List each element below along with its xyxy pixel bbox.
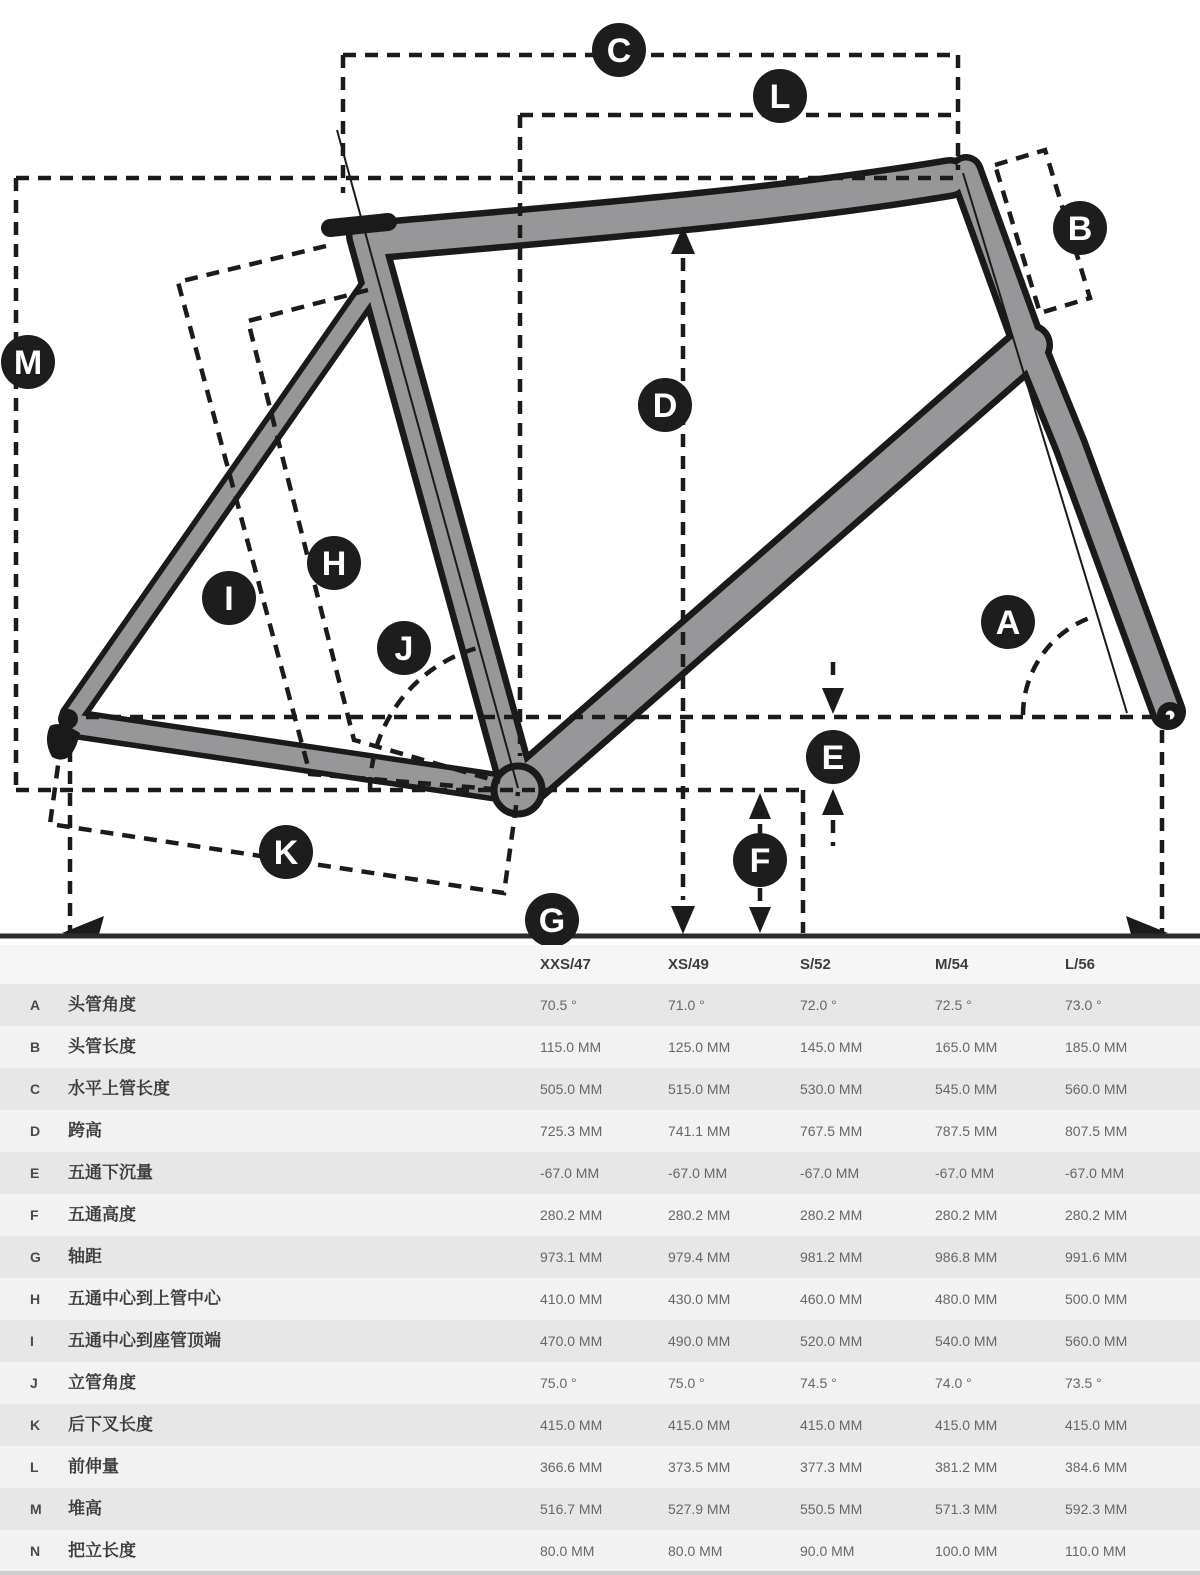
row-label: 前伸量 <box>68 1457 119 1476</box>
e-arrow-up-icon <box>822 789 844 815</box>
row-value: 72.0 ° <box>800 997 837 1013</box>
row-label: 水平上管长度 <box>68 1079 170 1098</box>
table-row-j <box>0 1362 1200 1404</box>
row-value: 74.5 ° <box>800 1375 837 1391</box>
marker-letter: J <box>394 630 414 668</box>
row-value: 981.2 MM <box>800 1249 863 1265</box>
row-value: 165.0 MM <box>935 1039 998 1055</box>
marker-letter: I <box>224 580 234 618</box>
row-value: 807.5 MM <box>1065 1123 1128 1139</box>
row-label: 跨高 <box>68 1121 102 1140</box>
row-value: 280.2 MM <box>668 1207 731 1223</box>
row-value: 75.0 ° <box>540 1375 577 1391</box>
row-value: 520.0 MM <box>800 1333 863 1349</box>
row-value: 540.0 MM <box>935 1333 998 1349</box>
row-value: 430.0 MM <box>668 1291 731 1307</box>
row-value: 280.2 MM <box>800 1207 863 1223</box>
marker-letter: A <box>995 604 1021 642</box>
row-value: 490.0 MM <box>668 1333 731 1349</box>
row-value: 415.0 MM <box>800 1417 863 1433</box>
marker-letter: L <box>769 78 791 116</box>
row-value: 571.3 MM <box>935 1501 998 1517</box>
row-label: 堆高 <box>68 1499 102 1518</box>
marker-letter: H <box>321 545 347 583</box>
size-header-xxs-47: XXS/47 <box>540 956 591 973</box>
table-row-f <box>0 1194 1200 1236</box>
table-row-m <box>0 1488 1200 1530</box>
row-label: 把立长度 <box>68 1541 136 1560</box>
table-row-k <box>0 1404 1200 1446</box>
row-key: B <box>30 1039 41 1055</box>
table-row-h <box>0 1278 1200 1320</box>
row-key: H <box>30 1291 41 1307</box>
row-value: 991.6 MM <box>1065 1249 1128 1265</box>
row-value: 545.0 MM <box>935 1081 998 1097</box>
row-value: 80.0 MM <box>540 1543 595 1559</box>
a-head-angle-arc <box>1023 616 1095 715</box>
seatpost-clamp <box>330 222 388 228</box>
row-key: E <box>30 1165 40 1181</box>
row-label: 立管角度 <box>68 1373 136 1392</box>
row-label: 五通高度 <box>68 1205 136 1224</box>
row-value: 73.5 ° <box>1065 1375 1102 1391</box>
row-value: 560.0 MM <box>1065 1333 1128 1349</box>
row-value: 73.0 ° <box>1065 997 1102 1013</box>
row-key: F <box>30 1207 39 1223</box>
row-value: 979.4 MM <box>668 1249 731 1265</box>
size-header-row <box>0 945 1200 984</box>
marker-letter: C <box>606 32 632 70</box>
row-label: 后下叉长度 <box>68 1415 153 1434</box>
row-value: 415.0 MM <box>1065 1417 1128 1433</box>
table-bottom-strip <box>0 1571 1200 1575</box>
size-header-m-54: M/54 <box>935 956 969 973</box>
f-arrow-down-icon <box>749 907 771 933</box>
marker-letter: D <box>652 387 678 425</box>
row-value: 280.2 MM <box>1065 1207 1128 1223</box>
row-value: 366.6 MM <box>540 1459 603 1475</box>
row-value: 415.0 MM <box>540 1417 603 1433</box>
row-value: 125.0 MM <box>668 1039 731 1055</box>
row-label: 头管长度 <box>68 1037 136 1056</box>
row-key: K <box>30 1417 41 1433</box>
row-value: 71.0 ° <box>668 997 705 1013</box>
row-key: N <box>30 1543 41 1559</box>
row-value: -67.0 MM <box>668 1165 728 1181</box>
table-row-b <box>0 1026 1200 1068</box>
marker-letter: B <box>1067 210 1093 248</box>
row-key: C <box>30 1081 41 1097</box>
row-key: A <box>30 997 41 1013</box>
row-key: M <box>30 1501 42 1517</box>
marker-letter: F <box>749 842 771 880</box>
row-value: -67.0 MM <box>540 1165 600 1181</box>
size-header-l-56: L/56 <box>1065 956 1096 973</box>
row-value: 592.3 MM <box>1065 1501 1128 1517</box>
row-value: 90.0 MM <box>800 1543 855 1559</box>
row-key: G <box>30 1249 41 1265</box>
table-row-n <box>0 1530 1200 1572</box>
row-value: 973.1 MM <box>540 1249 603 1265</box>
row-value: -67.0 MM <box>935 1165 995 1181</box>
geometry-table <box>0 945 1200 1575</box>
row-value: 560.0 MM <box>1065 1081 1128 1097</box>
row-value: 415.0 MM <box>668 1417 731 1433</box>
row-value: 377.3 MM <box>800 1459 863 1475</box>
marker-letter: M <box>13 344 43 382</box>
row-value: 80.0 MM <box>668 1543 723 1559</box>
marker-letter: G <box>538 902 566 940</box>
table-row-g <box>0 1236 1200 1278</box>
table-row-i <box>0 1320 1200 1362</box>
row-value: 527.9 MM <box>668 1501 731 1517</box>
row-label: 轴距 <box>68 1247 102 1266</box>
row-value: 410.0 MM <box>540 1291 603 1307</box>
row-value: -67.0 MM <box>800 1165 860 1181</box>
row-value: 500.0 MM <box>1065 1291 1128 1307</box>
row-value: 280.2 MM <box>540 1207 603 1223</box>
marker-letter: E <box>821 739 845 777</box>
row-value: 115.0 MM <box>540 1039 602 1055</box>
row-value: -67.0 MM <box>1065 1165 1125 1181</box>
row-value: 530.0 MM <box>800 1081 863 1097</box>
row-value: 74.0 ° <box>935 1375 972 1391</box>
row-value: 373.5 MM <box>668 1459 731 1475</box>
row-key: D <box>30 1123 41 1139</box>
measurement-dashed-lines <box>13 55 1170 933</box>
row-value: 480.0 MM <box>935 1291 998 1307</box>
row-value: 787.5 MM <box>935 1123 998 1139</box>
size-header-xs-49: XS/49 <box>668 956 709 973</box>
row-value: 505.0 MM <box>540 1081 603 1097</box>
row-value: 415.0 MM <box>935 1417 998 1433</box>
row-value: 110.0 MM <box>1065 1543 1127 1559</box>
row-value: 986.8 MM <box>935 1249 998 1265</box>
row-value: 185.0 MM <box>1065 1039 1128 1055</box>
row-label: 五通中心到座管顶端 <box>68 1331 221 1350</box>
e-arrow-down-icon <box>822 688 844 714</box>
table-row-e <box>0 1152 1200 1194</box>
row-key: J <box>30 1375 38 1391</box>
row-label: 五通下沉量 <box>68 1163 153 1182</box>
d-arrow-down-icon <box>671 906 695 934</box>
row-value: 516.7 MM <box>540 1501 603 1517</box>
bike-frame <box>72 172 1168 790</box>
row-value: 725.3 MM <box>540 1123 603 1139</box>
row-value: 280.2 MM <box>935 1207 998 1223</box>
row-value: 100.0 MM <box>935 1543 998 1559</box>
table-row-l <box>0 1446 1200 1488</box>
marker-letter: K <box>273 834 299 872</box>
row-value: 741.1 MM <box>668 1123 731 1139</box>
row-key: I <box>30 1333 34 1349</box>
row-value: 767.5 MM <box>800 1123 863 1139</box>
table-row-d <box>0 1110 1200 1152</box>
row-value: 550.5 MM <box>800 1501 863 1517</box>
row-label: 五通中心到上管中心 <box>68 1289 221 1308</box>
table-row-c <box>0 1068 1200 1110</box>
f-arrow-up-icon <box>749 793 771 819</box>
row-value: 384.6 MM <box>1065 1459 1128 1475</box>
row-value: 70.5 ° <box>540 997 577 1013</box>
row-value: 515.0 MM <box>668 1081 731 1097</box>
row-value: 460.0 MM <box>800 1291 863 1307</box>
size-header-s-52: S/52 <box>800 956 831 973</box>
row-value: 381.2 MM <box>935 1459 998 1475</box>
geometry-rows <box>0 984 1200 1572</box>
row-value: 75.0 ° <box>668 1375 705 1391</box>
row-value: 145.0 MM <box>800 1039 863 1055</box>
row-value: 470.0 MM <box>540 1333 603 1349</box>
row-value: 72.5 ° <box>935 997 972 1013</box>
row-key: L <box>30 1459 39 1475</box>
table-row-a <box>0 984 1200 1026</box>
row-label: 头管角度 <box>68 995 136 1014</box>
